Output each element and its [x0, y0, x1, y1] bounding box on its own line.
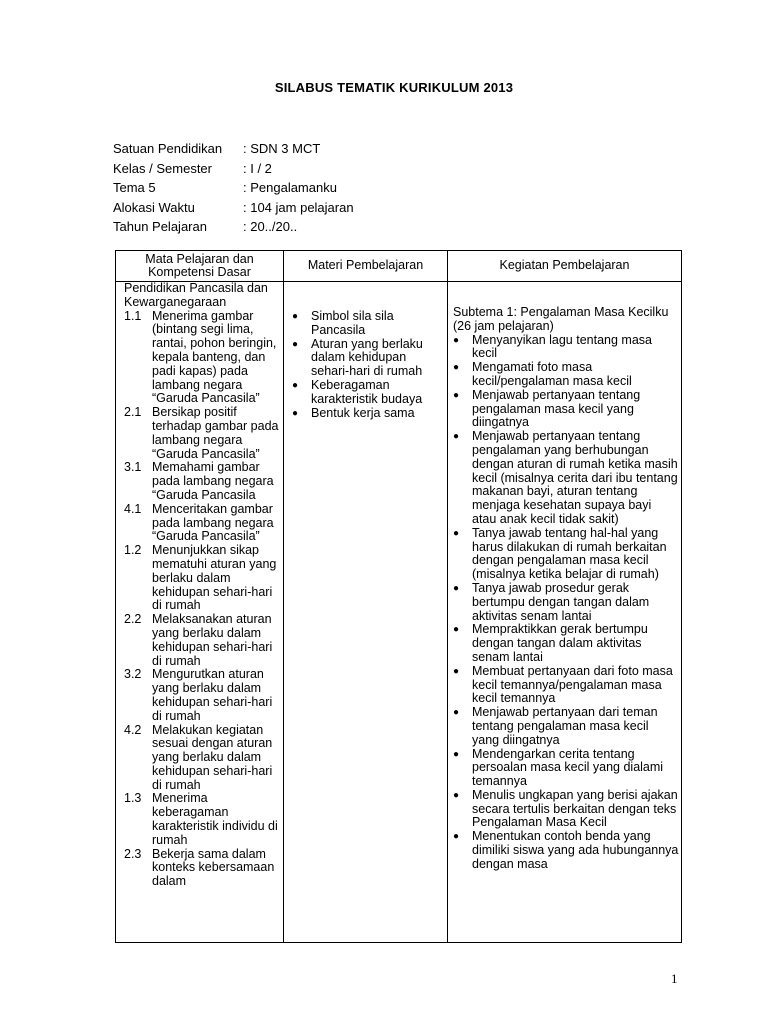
materi-item-text: Aturan yang berlaku dalam kehidupan sehari-hari di rumah	[311, 336, 423, 379]
meta-block	[113, 139, 354, 237]
meta-label: Alokasi Waktu	[113, 199, 195, 215]
document-title: SILABUS TEMATIK KURIKULUM 2013	[274, 80, 514, 95]
meta-row	[113, 159, 354, 179]
kd-text: Menceritakan gambar pada lambang negara “Garuda Pancasila”	[152, 501, 274, 544]
bullet-icon: ●	[453, 789, 460, 801]
materi-item	[292, 379, 442, 407]
kegiatan-item	[453, 830, 679, 871]
kd-text: Memahami gambar pada lambang negara “Garuda Pancasila	[152, 460, 274, 502]
kegiatan-item	[453, 430, 679, 527]
kegiatan-item-text: Menentukan contoh benda yang dimiliki siswa yang ada hubungannya dengan masa	[472, 829, 679, 871]
bullet-icon: ●	[453, 748, 460, 760]
kd-text: Menerima gambar (bintang segi lima, rantai, pohon beringin, kepala banteng, dan padi kapas) pada lambang negara “Garuda Pancasila”	[152, 308, 277, 406]
kd-text: Melakukan kegiatan sesuai dengan aturan yang berlaku dalam kehidupan sehari-hari di rumah	[152, 722, 273, 792]
kd-item	[124, 544, 282, 613]
kegiatan-item-text: Menyanyikan lagu tentang masa kecil	[472, 332, 652, 361]
bullet-icon: ●	[453, 665, 460, 677]
header-materi: Materi Pembelajaran	[307, 258, 424, 273]
kd-item	[124, 503, 282, 544]
bullet-icon: ●	[453, 389, 460, 401]
kegiatan-item-text: Menjawab pertanyaan tentang pengalaman yang berhubungan dengan aturan di rumah ketika masih kecil (misalnya cerita dari ibu tentang makanan bayi, aturan tentang menjaga kesehatan supaya bayi atau anak kecil tidak sakit)	[472, 429, 678, 526]
meta-value: : I / 2	[243, 160, 272, 176]
kd-code: 1.2	[124, 543, 142, 558]
bullet-icon: ●	[292, 407, 299, 419]
kd-code: 1.3	[124, 791, 142, 806]
kd-code: 3.1	[124, 460, 142, 475]
bullet-icon: ●	[292, 311, 299, 322]
header-kompetensi: Mata Pelajaran dan Kompetensi Dasar	[145, 251, 254, 279]
kegiatan-item-text: Tanya jawab tentang hal-hal yang harus dilakukan di rumah berkaitan dengan pengalaman masa kecil (misalnya ketika belajar di rumah)	[472, 525, 667, 582]
bullet-icon: ●	[453, 831, 460, 843]
meta-value: : 20../20..	[243, 219, 298, 234]
kd-item	[124, 310, 282, 407]
kegiatan-item	[453, 361, 679, 389]
meta-row	[113, 198, 354, 218]
bullet-icon: ●	[292, 379, 299, 391]
bullet-icon: ●	[453, 334, 460, 346]
kd-item	[124, 792, 282, 847]
meta-label: Kelas / Semester	[113, 160, 212, 176]
bullet-icon: ●	[453, 431, 460, 443]
kegiatan-item-text: Menjawab pertanyaan dari teman tentang pengalaman masa kecil yang diingatnya	[472, 705, 658, 747]
kegiatan-item	[453, 582, 679, 623]
bullet-icon: ●	[453, 362, 460, 374]
subtema-heading: Subtema 1: Pengalaman Masa Kecilku (26 jam pelajaran)	[453, 305, 669, 333]
kd-code: 2.3	[124, 846, 142, 861]
kd-item	[124, 668, 282, 723]
kegiatan-item-text: Mengamati foto masa kecil/pengalaman masa kecil	[472, 360, 632, 388]
materi-item	[292, 338, 442, 379]
kompetensi-column	[124, 282, 282, 889]
materi-column	[292, 310, 442, 420]
meta-label: Tema 5	[113, 180, 156, 195]
kegiatan-item-text: Mempraktikkan gerak bertumpu dengan tangan dalam aktivitas senam lantai	[472, 622, 648, 664]
kegiatan-item-text: Menulis ungkapan yang berisi ajakan secara tertulis berkaitan dengan teks Pengalaman Masa Kecil	[472, 787, 678, 830]
kegiatan-item	[453, 665, 679, 706]
kegiatan-item-text: Membuat pertanyaan dari foto masa kecil temannya/pengalaman masa kecil temannya	[472, 663, 673, 706]
kd-text: Mengurutkan aturan yang berlaku dalam kehidupan sehari-hari di rumah	[152, 667, 273, 723]
materi-item	[292, 310, 442, 338]
kd-item	[124, 461, 282, 502]
meta-row	[113, 178, 354, 198]
kd-code: 2.1	[124, 405, 142, 420]
materi-item	[292, 407, 442, 421]
header-kegiatan: Kegiatan Pembelajaran	[499, 258, 630, 273]
kegiatan-item	[453, 623, 679, 664]
page-number: 1	[671, 971, 678, 986]
meta-row	[113, 139, 354, 159]
kd-code: 4.2	[124, 722, 142, 737]
kegiatan-item-text: Menjawab pertanyaan tentang pengalaman masa kecil yang diingatnya	[472, 387, 641, 430]
kd-item	[124, 724, 282, 793]
bullet-icon: ●	[453, 624, 460, 636]
kd-text: Menerima keberagaman karakteristik individu di rumah	[152, 791, 278, 847]
kd-text: Bekerja sama dalam konteks kebersamaan dalam	[152, 846, 275, 889]
kd-code: 1.1	[124, 308, 142, 323]
bullet-icon: ●	[453, 527, 460, 539]
kegiatan-item	[453, 706, 679, 747]
kd-text: Bersikap positif terhadap gambar pada lambang negara “Garuda Pancasila”	[152, 405, 279, 461]
kd-text: Melaksanakan aturan yang berlaku dalam kehidupan sehari-hari di rumah	[152, 612, 273, 668]
subject-name: Pendidikan Pancasila dan Kewarganegaraan	[124, 281, 268, 309]
bullet-icon: ●	[453, 582, 460, 594]
meta-value: : SDN 3 MCT	[243, 141, 321, 156]
bullet-icon: ●	[453, 707, 460, 719]
column-divider	[283, 251, 284, 942]
bullet-icon: ●	[292, 338, 299, 350]
column-divider	[447, 251, 448, 942]
meta-label: Satuan Pendidikan	[113, 141, 223, 156]
kd-item	[124, 613, 282, 668]
kd-code: 2.2	[124, 612, 142, 627]
materi-item-text: Keberagaman karakteristik budaya	[311, 377, 423, 406]
kegiatan-item-text: Tanya jawab prosedur gerak bertumpu dengan tangan dalam aktivitas senam lantai	[472, 580, 650, 623]
meta-label: Tahun Pelajaran	[113, 219, 207, 234]
kd-code: 4.1	[124, 501, 142, 516]
kegiatan-item	[453, 527, 679, 582]
kd-text: Menunjukkan sikap mematuhi aturan yang berlaku dalam kehidupan sehari-hari di rumah	[152, 543, 277, 613]
kegiatan-item	[453, 334, 679, 362]
kd-item	[124, 848, 282, 889]
kd-item	[124, 406, 282, 461]
meta-row	[113, 217, 354, 237]
meta-value: : 104 jam pelajaran	[243, 199, 354, 215]
kegiatan-item	[453, 389, 679, 430]
kd-code: 3.2	[124, 667, 142, 682]
syllabus-table	[115, 250, 682, 943]
meta-value: : Pengalamanku	[243, 180, 337, 195]
materi-item-text: Simbol sila sila Pancasila	[311, 309, 394, 337]
kegiatan-column	[453, 306, 679, 872]
kegiatan-item	[453, 789, 679, 830]
kegiatan-item	[453, 748, 679, 789]
kegiatan-item-text: Mendengarkan cerita tentang persoalan masa kecil yang dialami temannya	[472, 746, 664, 789]
materi-item-text: Bentuk kerja sama	[311, 405, 415, 420]
